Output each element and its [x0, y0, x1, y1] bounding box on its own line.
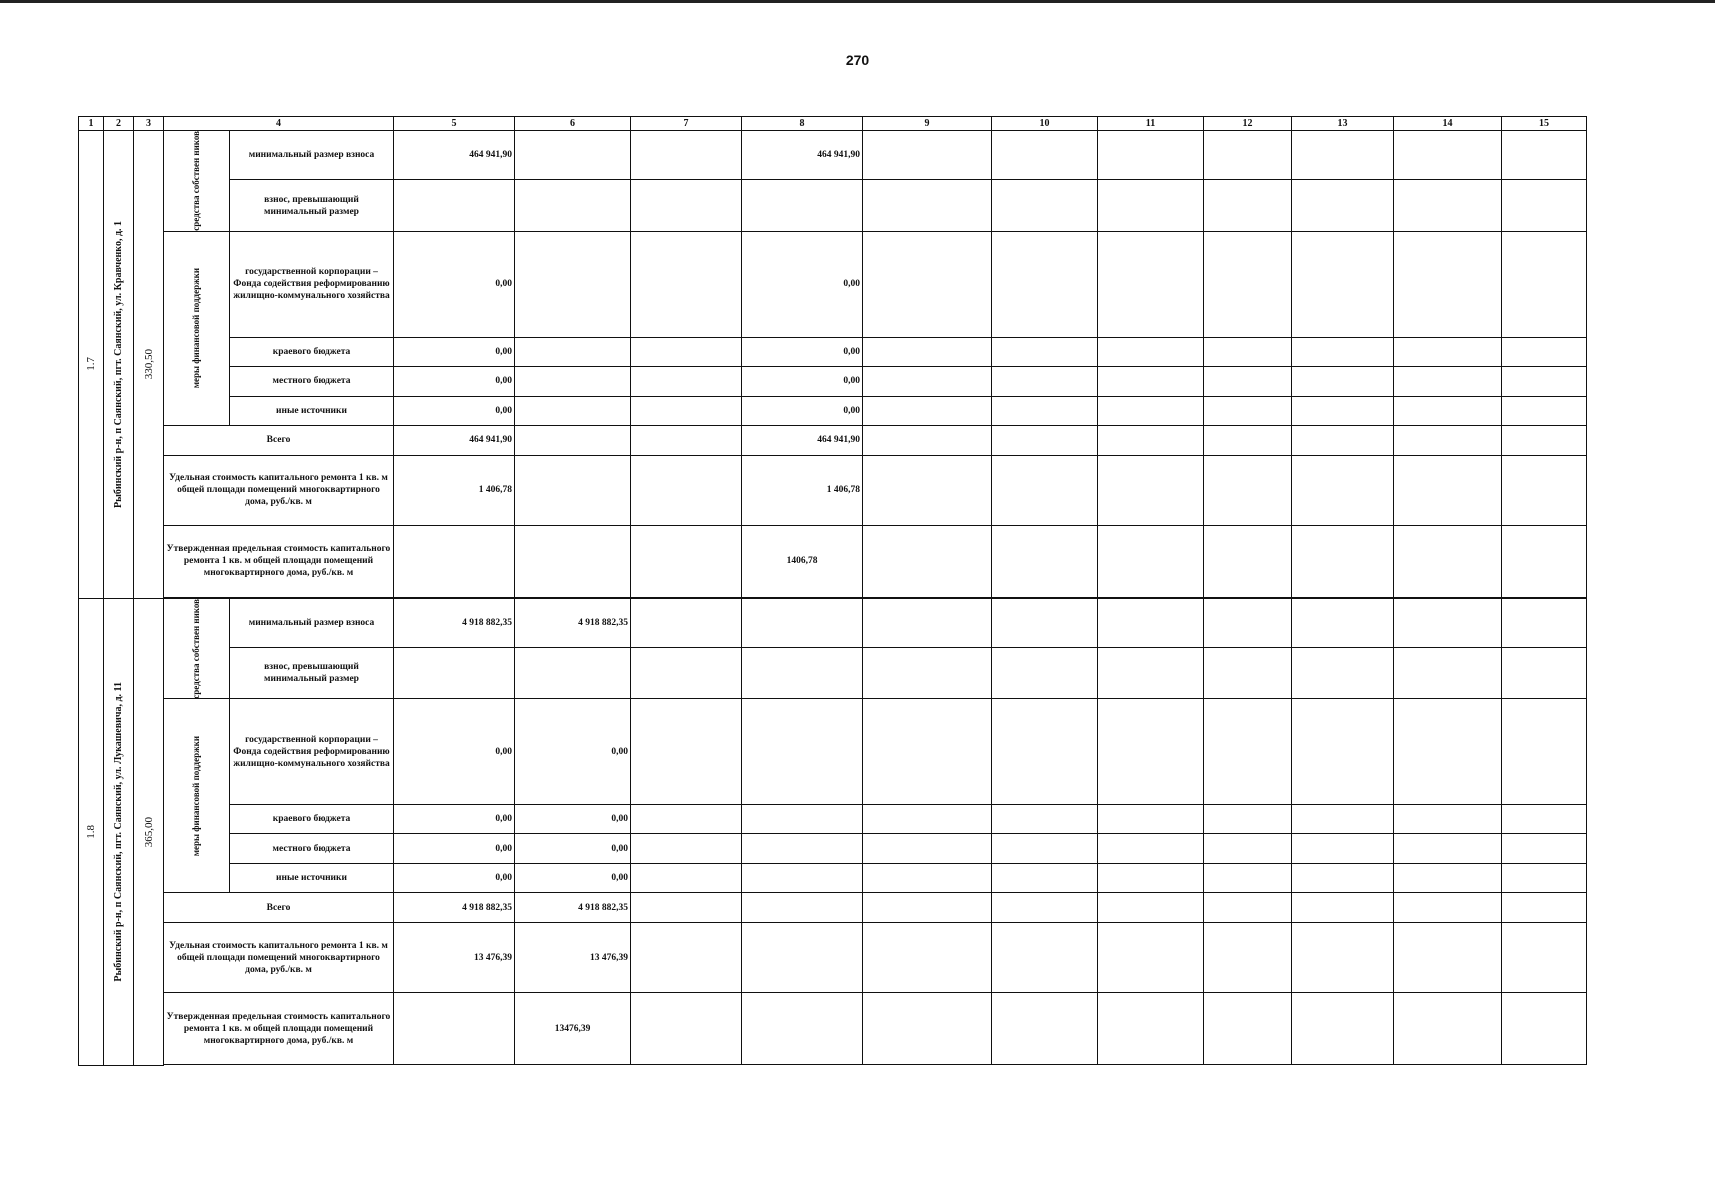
cell-value: [742, 805, 863, 834]
cell-value: 4 918 882,35: [394, 598, 515, 647]
regional-label: краевого бюджета: [230, 805, 394, 834]
col-header: 3: [134, 117, 164, 131]
cell-value: 0,00: [742, 231, 863, 337]
corp-label: государственной корпорации – Фонда содействия реформированию жилищно-коммунального хозяйства: [230, 699, 394, 805]
owners-group-cell: средства собствен ников: [164, 598, 230, 699]
unit-cost-label: Удельная стоимость капитального ремонта 1 кв. м общей площади помещений многоквартирного дома, руб./кв. м: [164, 455, 394, 525]
col-header: 8: [742, 117, 863, 131]
col-header: 13: [1292, 117, 1394, 131]
approved-cost-label: Утвержденная предельная стоимость капитального ремонта 1 кв. м общей площади помещений многоквартирного дома, руб./кв. м: [164, 525, 394, 597]
cell-value: [515, 366, 631, 396]
cell-value: 464 941,90: [742, 131, 863, 180]
col-header: 5: [394, 117, 515, 131]
cell-value: 464 941,90: [394, 131, 515, 180]
col-header: 14: [1394, 117, 1502, 131]
table-row: [79, 455, 1587, 525]
cell-value: [515, 455, 631, 525]
item-number-cell: 1.7: [79, 131, 104, 599]
table-row: [79, 893, 1587, 923]
cell-value: [742, 923, 863, 993]
corp-label: государственной корпорации – Фонда содействия реформированию жилищно-коммунального хозяйства: [230, 231, 394, 337]
cell-value: [515, 425, 631, 455]
cell-value: 0,00: [515, 805, 631, 834]
cell-value: 0,00: [515, 834, 631, 864]
other-label: иные источники: [230, 396, 394, 425]
support-group-cell: меры финансовой поддержки: [164, 231, 230, 425]
cell-value: 1 406,78: [742, 455, 863, 525]
owners-group-cell: средства собствен ников: [164, 131, 230, 232]
cell-value: 13 476,39: [515, 923, 631, 993]
cell-value: [515, 525, 631, 597]
col-header: 10: [992, 117, 1098, 131]
column-number-row: [79, 117, 1587, 131]
table-row: [79, 834, 1587, 864]
total-label: Всего: [164, 893, 394, 923]
cell-value: 0,00: [394, 834, 515, 864]
area-cell: 330,50: [134, 131, 164, 599]
cell-value: [515, 131, 631, 180]
address-cell: Рыбинский р-н, п Саянский, пгт. Саянский, ул. Лукашевича, д. 11: [104, 598, 134, 1065]
table-row: [79, 864, 1587, 893]
col-header: 6: [515, 117, 631, 131]
financing-table: [78, 116, 1587, 1066]
cell-value: [742, 834, 863, 864]
item-number-cell: 1.8: [79, 598, 104, 1065]
cell-value: 0,00: [742, 366, 863, 396]
area-cell: 365,00: [134, 598, 164, 1065]
address-cell: Рыбинский р-н, п Саянский, пгт. Саянский, ул. Кравченко, д. 1: [104, 131, 134, 599]
table-row: [79, 525, 1587, 597]
cell-value: 13476,39: [515, 993, 631, 1065]
local-label: местного бюджета: [230, 366, 394, 396]
col-header: 7: [631, 117, 742, 131]
cell-value: [742, 598, 863, 647]
table-row: [79, 993, 1587, 1065]
cell-value: 4 918 882,35: [515, 598, 631, 647]
table-row: [79, 805, 1587, 834]
cell-value: 464 941,90: [742, 425, 863, 455]
cell-value: [742, 993, 863, 1065]
other-label: иные источники: [230, 864, 394, 893]
table-row: [79, 598, 1587, 647]
cell-value: [515, 396, 631, 425]
col-header: 11: [1098, 117, 1204, 131]
cell-value: [742, 893, 863, 923]
cell-value: 0,00: [394, 864, 515, 893]
col-header: 1: [79, 117, 104, 131]
approved-cost-label: Утвержденная предельная стоимость капитального ремонта 1 кв. м общей площади помещений многоквартирного дома, руб./кв. м: [164, 993, 394, 1065]
cell-value: [742, 864, 863, 893]
support-group-cell: меры финансовой поддержки: [164, 699, 230, 893]
total-label: Всего: [164, 425, 394, 455]
cell-value: 0,00: [742, 337, 863, 366]
table-row: [79, 131, 1587, 180]
cell-value: 0,00: [515, 699, 631, 805]
col-header: 9: [863, 117, 992, 131]
table-row: [79, 366, 1587, 396]
cell-value: 1406,78: [742, 525, 863, 597]
table-row: [79, 231, 1587, 337]
cell-value: 0,00: [394, 805, 515, 834]
table-row: [79, 425, 1587, 455]
page-number: 270: [845, 52, 870, 68]
local-label: местного бюджета: [230, 834, 394, 864]
table-row: [79, 396, 1587, 425]
regional-label: краевого бюджета: [230, 337, 394, 366]
cell-value: 464 941,90: [394, 425, 515, 455]
cell-value: 0,00: [515, 864, 631, 893]
table-row: [79, 923, 1587, 993]
cell-value: [742, 699, 863, 805]
col-header: 12: [1204, 117, 1292, 131]
over-min-label: взнос, превышающий минимальный размер: [230, 648, 394, 699]
cell-value: 4 918 882,35: [515, 893, 631, 923]
cell-value: [515, 337, 631, 366]
min-fee-label: минимальный размер взноса: [230, 598, 394, 647]
table-row: [79, 337, 1587, 366]
cell-value: 1 406,78: [394, 455, 515, 525]
cell-value: 0,00: [394, 699, 515, 805]
cell-value: 0,00: [394, 231, 515, 337]
min-fee-label: минимальный размер взноса: [230, 131, 394, 180]
table-row: [79, 648, 1587, 699]
col-header: 15: [1502, 117, 1587, 131]
table-row: [79, 180, 1587, 231]
cell-value: 4 918 882,35: [394, 893, 515, 923]
cell-value: 0,00: [394, 396, 515, 425]
cell-value: 0,00: [394, 337, 515, 366]
cell-value: 13 476,39: [394, 923, 515, 993]
col-header: 2: [104, 117, 134, 131]
top-border-line: [0, 0, 1715, 3]
over-min-label: взнос, превышающий минимальный размер: [230, 180, 394, 231]
cell-value: [515, 231, 631, 337]
col-header: 4: [164, 117, 394, 131]
cell-value: 0,00: [394, 366, 515, 396]
unit-cost-label: Удельная стоимость капитального ремонта 1 кв. м общей площади помещений многоквартирного дома, руб./кв. м: [164, 923, 394, 993]
table-row: [79, 699, 1587, 805]
cell-value: 0,00: [742, 396, 863, 425]
